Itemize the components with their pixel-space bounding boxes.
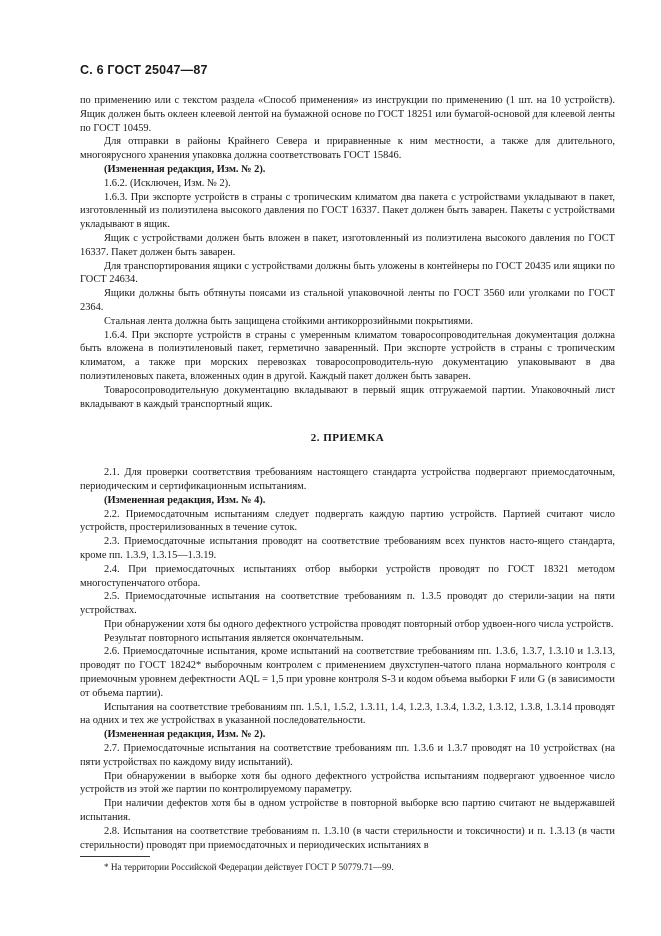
acceptance-section [80,466,615,852]
paragraph: Ящик с устройствами должен быть вложен в пакет, изготовленный из полиэтилена высокого давления по ГОСТ 16337. Пакет должен быть заварен. [80,232,615,258]
footnote-divider [80,856,150,857]
page-body [80,94,615,873]
paragraph: 2.3. Приемосдаточные испытания проводят на соответствие требованиям всех пунктов насто-ящего стандарта, кроме пп. 1.3.9, 1.3.15—1.3.19. [80,536,615,561]
paragraph: Стальная лента должна быть защищена стойкими антикоррозийными покрытиями. [104,315,473,327]
paragraph: 1.6.2. (Исключен, Изм. № 2). [104,177,231,189]
paragraph: Для транспортирования ящики с устройствами должны быть уложены в контейнеры по ГОСТ 20435 или ящики по ГОСТ 24634. [80,260,615,286]
paragraph: (Измененная редакция, Изм. № 4). [104,494,266,506]
page-header: С. 6 ГОСТ 25047—87 [80,63,208,77]
paragraph: При обнаружении хотя бы одного дефектного устройства проводят повторный отбор удвоен-ного числа устройств. [104,618,614,630]
paragraph: Испытания на соответствие требованиям пп. 1.5.1, 1.5.2, 1.3.11, 1.4, 1.2.3, 1.3.4, 1.3.2, 1.3.12, 1.3.8, 1.3.14 проводят на одних и тех же устройствах в указанной последовательности. [80,701,615,727]
paragraph: 2.5. Приемосдаточные испытания на соответствие требованиям п. 1.3.5 проводят до стерили-зации на пяти устройствах. [80,591,615,617]
paragraph: 2.4. При приемосдаточных испытаниях отбор выборки устройств проводят по ГОСТ 18321 методом многоступенчатого отбора. [80,563,615,589]
paragraph: 2.7. Приемосдаточные испытания на соответствие требованиям пп. 1.3.6 и 1.3.7 проводят на 10 устройствах (на пяти устройствах по каждому виду испытаний). [80,743,615,768]
paragraph: 1.6.4. При экспорте устройств в страны с умеренным климатом товаросопроводительная документация должна быть вложена в полиэтиленовый пакет, герметично заваренный. При экспорте устройств в страны с тропическим климатом, а также при морских перевозках товаросопроводитель-ную документацию упаковывают в два полиэтиленовых пакета, вложенных один в другой. Каждый пакет должен быть заварен. [80,329,615,382]
paragraph: (Измененная редакция, Изм. № 2). [104,163,266,175]
paragraph: 2.2. Приемосдаточным испытаниям следует подвергать каждую партию устройств. Партией считают число устройств, простерилизованных в течение суток. [80,508,615,534]
footnote: * На территории Российской Федерации действует ГОСТ Р 50779.71—99. [104,862,394,873]
paragraph: по применению или с текстом раздела «Способ применения» из инструкции по применению (1 шт. на 10 устройств). Ящик должен быть оклеен клеевой лентой на бумажной основе по ГОСТ 18251 или бумагой-основой для клеевой ленты по ГОСТ 10459. [80,95,615,134]
paragraph: Для отправки в районы Крайнего Севера и приравненные к ним местности, а также для длительного, многоярусного хранения упаковка должна соответствовать ГОСТ 15846. [80,136,615,162]
paragraph: Результат повторного испытания является окончательным. [104,632,364,644]
paragraph: Товаросопроводительную документацию вкладывают в первый ящик отгружаемой партии. Упаковочный лист вкладывают в каждый транспортный ящик. [80,384,615,410]
paragraph: 2.6. Приемосдаточные испытания, кроме испытаний на соответствие требованиям пп. 1.3.6, 1.3.7, 1.3.10 и 1.3.13, проводят по ГОСТ 18242* выборочным контролем с применением двухступен-чатого плана нормального контроля с приемочным уровнем дефектности AQL = 1,5 при уровне контроля S-3 и кодом объема выборки F или G (в зависимости от объема партии). [80,646,615,699]
paragraph: (Измененная редакция, Изм. № 2). [104,729,266,741]
paragraph: Ящики должны быть обтянуты поясами из стальной упаковочной ленты по ГОСТ 3560 или уголками по ГОСТ 2364. [80,288,615,313]
paragraph: При наличии дефектов хотя бы в одном устройстве в повторной выборке всю партию считают не выдержавшей испытания. [80,798,615,824]
paragraph: 2.8. Испытания на соответствие требованиям п. 1.3.10 (в части стерильности и токсичности) и п. 1.3.13 (в части стерильности) проводят при приемосдаточных и периодических испытаниях в [80,825,615,851]
packaging-section [80,94,615,411]
section-title: 2. ПРИЕМКА [310,432,385,445]
paragraph: 2.1. Для проверки соответствия требованиям настоящего стандарта устройства подвергают приемосдаточным, периодическим и сертификационным испытаниям. [80,467,615,492]
paragraph: 1.6.3. При экспорте устройств в страны с тропическим климатом два пакета с устройствами укладывают в пакет, изготовленный из полиэтилена высокого давления по ГОСТ 16337. Пакет должен быть заварен. Пакеты с устройствами укладывают в ящик. [80,191,615,231]
paragraph: При обнаружении в выборке хотя бы одного дефектного устройства испытаниям подвергают удвоенное число устройств из этой же партии по контролируемому параметру. [80,770,615,796]
